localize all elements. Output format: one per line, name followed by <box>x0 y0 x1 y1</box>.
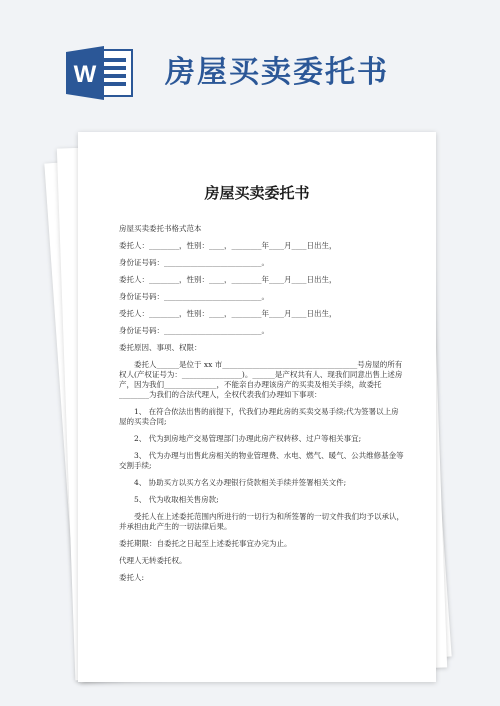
document-paragraph: 5、 代为收取相关售房款; <box>134 495 219 504</box>
document-paragraph: 委托原因、事项、权限： <box>119 343 202 352</box>
document-paragraph: 受托人在上述委托范围内所进行的一切行为和所签署的一切文件我们均予以承认，并承担由此产生的一切法律后果。 <box>119 512 404 531</box>
document-paragraph: 3、 代为办理与出售此房相关的物业管理费、水电、燃气、暖气、公共维修基金等交割手续; <box>119 451 404 470</box>
document-body <box>119 224 404 590</box>
page-title: 房屋买卖委托书 <box>165 55 389 90</box>
document-paragraph: 委托人: <box>119 573 145 582</box>
document-paragraph: 身份证号码：__________________________。 <box>119 326 269 335</box>
document-paragraph: 委托期限：自委托之日起至上述委托事宜办完为止。 <box>119 539 292 548</box>
document-paragraph: 委托人______是位于 xx 市____________________________________号房屋的所有权人(产权证号为：________________)。______是产权共有人、现我们同意出售上述房产，因为我们______________，不能亲自办理该房产的买卖及相关手续，故委托________为我们的合法代理人，全权代表我们办理如下事项： <box>119 360 403 399</box>
svg-text:W: W <box>73 61 97 88</box>
document-title: 房屋买卖委托书 <box>204 184 310 202</box>
document-paragraph: 代理人无转委托权。 <box>119 556 187 565</box>
header <box>0 0 500 118</box>
document-paragraph: 受托人：________，性别：____，________年____月____日出生， <box>119 309 337 318</box>
document-paragraph: 委托人：________，性别：____，________年____月____日出生， <box>119 241 337 250</box>
document-paragraph: 4、 协助买方以买方名义办理银行贷款相关手续并签署相关文件; <box>134 478 347 487</box>
document-paragraph: 房屋买卖委托书格式范本 <box>119 224 202 233</box>
document-page <box>78 132 436 682</box>
document-paragraph: 身份证号码：__________________________。 <box>119 292 269 301</box>
document-paragraph: 2、 代为到房地产交易管理部门办理此房产权转移、过户等相关事宜; <box>134 434 362 443</box>
word-document-icon <box>66 44 134 102</box>
document-paragraph: 委托人：________，性别：____，________年____月____日出生， <box>119 275 337 284</box>
document-paragraph: 1、 在符合依法出售的前提下，代我们办理此房的买卖交易手续;代为签署以上房屋的买卖合同; <box>119 407 399 426</box>
document-paragraph: 身份证号码：__________________________。 <box>119 258 269 267</box>
